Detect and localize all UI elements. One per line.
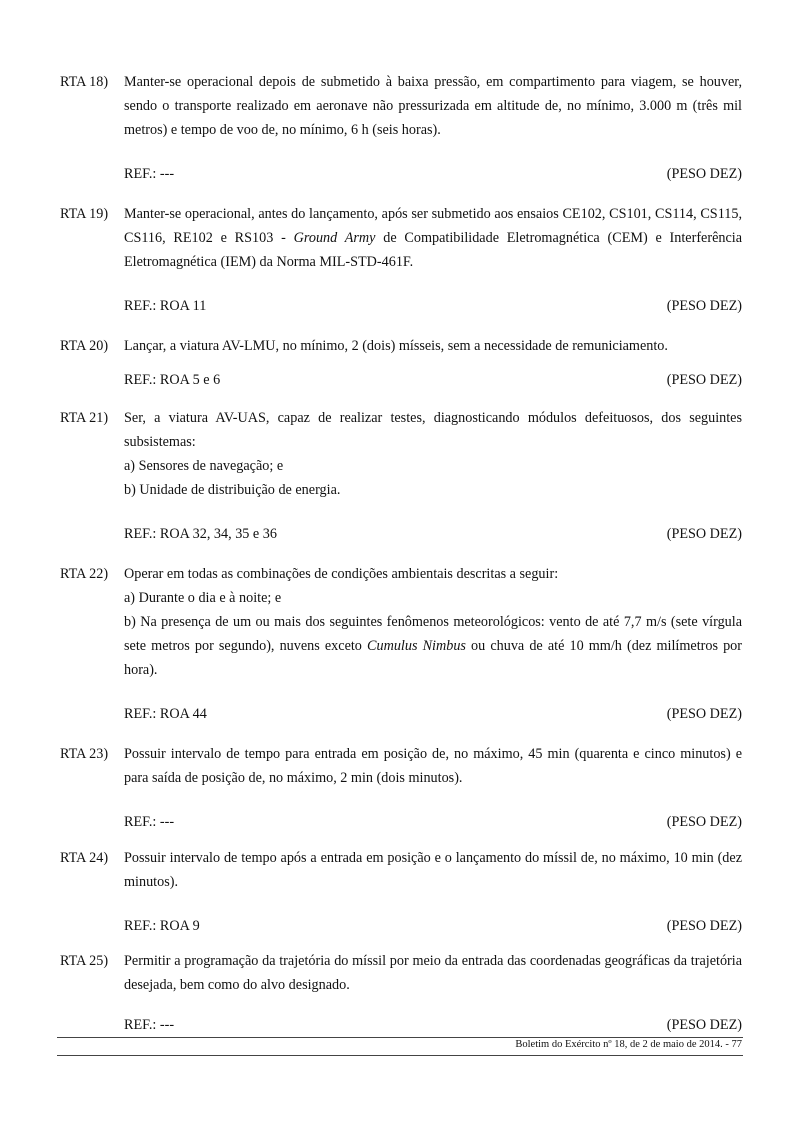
requirement-rta-22 [60,562,742,724]
reference-row [124,524,742,544]
reference-text: REF.: ROA 32, 34, 35 e 36 [124,526,277,542]
requirement-text [124,562,742,682]
reference-text: REF.: --- [124,166,175,182]
weight-text: (PESO DEZ) [666,372,742,388]
requirement-text [124,70,742,142]
reference-text: REF.: ROA 11 [124,298,207,314]
requirement-text [124,406,742,502]
requirement-paragraph: Ser, a viatura AV-UAS, capaz de realizar testes, diagnosticando módulos defeituosos, dos seguintes subsistemas: [124,410,742,450]
requirement-rta-18 [60,70,742,184]
requirement-label: RTA 18) [60,74,109,90]
weight-text: (PESO DEZ) [666,526,742,542]
text-segment: Manter-se operacional, antes do lançamento, após ser submetido aos ensaios CE102, CS101, CS114, CS115, CS116, RE102 e RS103 - [124,206,742,246]
weight-text: (PESO DEZ) [666,918,742,934]
reference-text: REF.: ROA 44 [124,706,207,722]
requirement-rta-19 [60,202,742,316]
reference-text: REF.: --- [124,1017,175,1033]
italic-term: Cumulus Nimbus [367,638,466,654]
reference-text: REF.: ROA 9 [124,918,200,934]
requirement-paragraph: Possuir intervalo de tempo após a entrada em posição e o lançamento do míssil de, no máximo, 10 min (dez minutos). [124,850,742,890]
requirement-text [124,949,742,997]
footer-top-rule [57,1037,743,1038]
italic-term: Ground Army [293,230,376,246]
requirement-paragraph [124,202,742,274]
list-item [124,610,742,682]
requirement-rta-24 [60,846,742,936]
requirement-paragraph: Manter-se operacional depois de submetido à baixa pressão, em compartimento para viagem, se houver, sendo o transporte realizado em aeronave não pressurizada em altitude de, no mínimo, 3.000 m (três mil metros) e tempo de voo de, no mínimo, 6 h (seis horas). [124,74,742,138]
reference-text: REF.: ROA 5 e 6 [124,372,221,388]
list-item: a) Sensores de navegação; e [124,458,284,474]
requirement-text [124,742,742,790]
reference-text: REF.: --- [124,814,175,830]
requirement-label: RTA 22) [60,566,109,582]
requirement-text [124,202,742,274]
requirement-rta-21 [60,406,742,544]
requirement-label: RTA 25) [60,953,109,969]
requirement-rta-20 [60,334,742,390]
reference-row [124,164,742,184]
list-item: a) Durante o dia e à noite; e [124,590,282,606]
reference-row [124,812,742,832]
requirement-rta-25 [60,949,742,1035]
weight-text: (PESO DEZ) [666,298,742,314]
requirement-text [124,334,742,358]
weight-text: (PESO DEZ) [666,1017,742,1033]
footer-bottom-rule [57,1055,743,1056]
reference-row [124,1015,742,1035]
requirement-label: RTA 24) [60,850,109,866]
requirement-paragraph: Lançar, a viatura AV-LMU, no mínimo, 2 (dois) mísseis, sem a necessidade de remuniciamento. [124,338,668,354]
reference-row [124,370,742,390]
requirement-label: RTA 23) [60,746,109,762]
requirement-paragraph: Possuir intervalo de tempo para entrada em posição de, no máximo, 45 min (quarenta e cinco minutos) e para saída de posição de, no máximo, 2 min (dois minutos). [124,746,742,786]
text-segment: b) Na presença de um ou mais dos seguintes fenômenos meteorológicos: vento de até 7,7 m/s (sete vírgula sete metros por segundo), nuvens exceto [124,614,742,654]
reference-row [124,296,742,316]
reference-row [124,704,742,724]
requirement-label: RTA 20) [60,338,109,354]
requirement-text [124,846,742,894]
weight-text: (PESO DEZ) [666,166,742,182]
text-segment: de Compatibilidade Eletromagnética (CEM) e Interferência Eletromagnética (IEM) da Norma MIL-STD-461F. [124,230,742,270]
weight-text: (PESO DEZ) [666,706,742,722]
text-segment: ou chuva de até 10 mm/h (dez milímetros por hora). [124,638,742,678]
requirement-paragraph: Operar em todas as combinações de condições ambientais descritas a seguir: [124,566,559,582]
list-item: b) Unidade de distribuição de energia. [124,482,341,498]
reference-row [124,916,742,936]
requirement-paragraph: Permitir a programação da trajetória do míssil por meio da entrada das coordenadas geográficas da trajetória desejada, bem como do alvo designado. [124,953,742,993]
requirement-rta-23 [60,742,742,832]
weight-text: (PESO DEZ) [666,814,742,830]
requirement-label: RTA 21) [60,410,109,426]
requirement-label: RTA 19) [60,206,109,222]
footer-citation: Boletim do Exército nº 18, de 2 de maio de 2014. - 77 [515,1039,742,1050]
